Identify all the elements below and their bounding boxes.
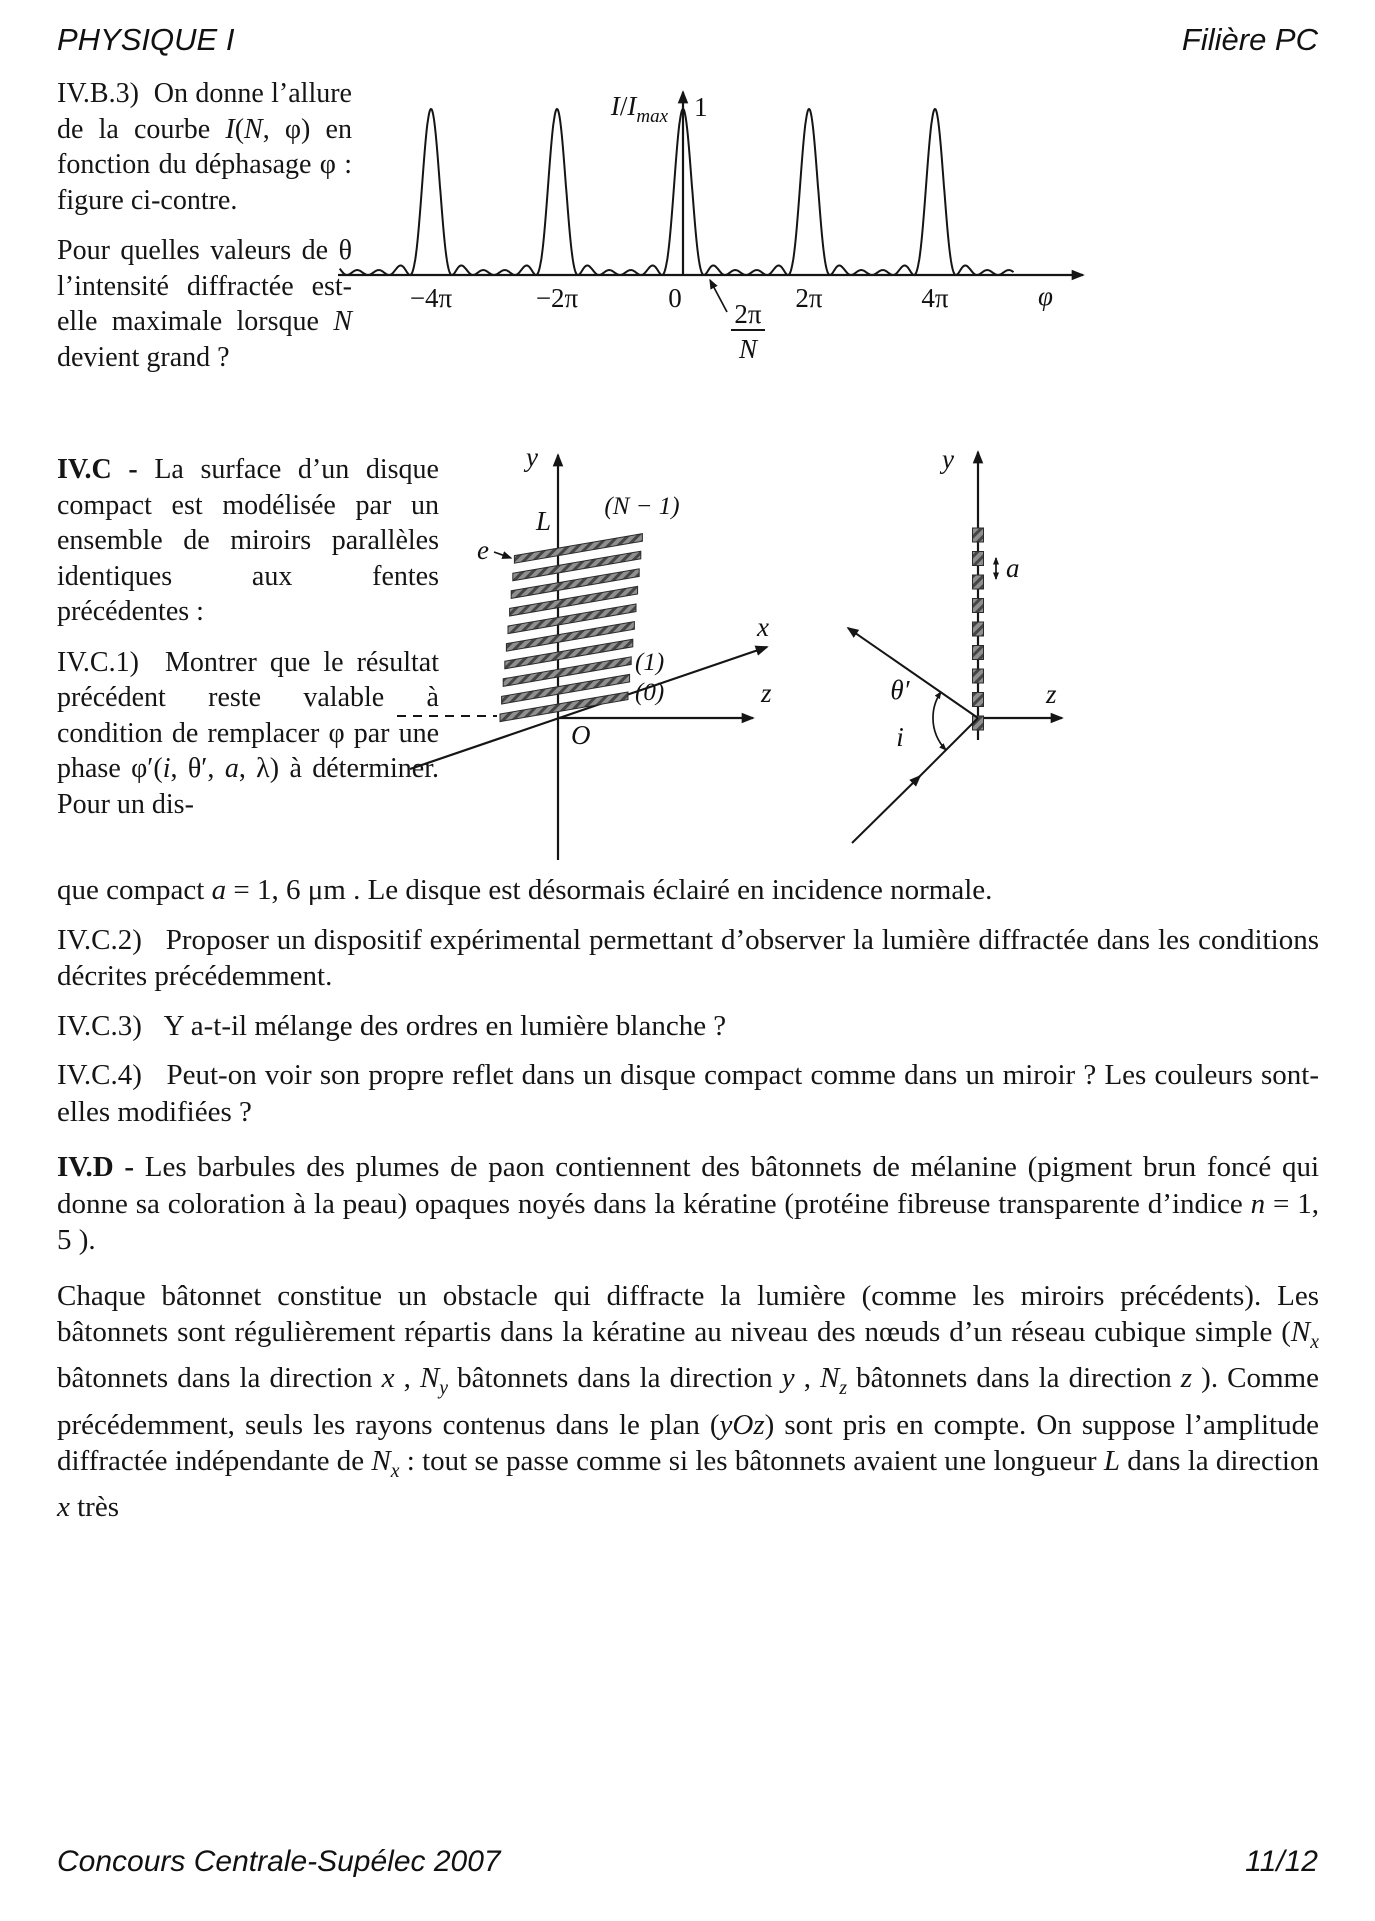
tick-minus-2pi: −2π	[535, 283, 579, 313]
z-axis-label: z	[1046, 679, 1057, 709]
intensity-curve-path	[340, 109, 1014, 275]
header-track-label: Filière PC	[1181, 22, 1318, 57]
lower-text-block	[57, 872, 1319, 1526]
mirror-segment	[973, 599, 984, 613]
paragraph-ivc4: IV.C.4) Peut-on voir son propre reflet dans un disque compact comme dans un miroir ? Les couleurs sont-elles modifiées ?	[57, 1059, 1319, 1128]
thickness-arrow	[494, 552, 511, 558]
spacing-label: a	[1006, 553, 1020, 583]
mirror-top-index-label: (N − 1)	[604, 493, 680, 520]
mirror-segment	[973, 575, 984, 589]
mirror-1-label: (1)	[635, 649, 665, 676]
mirror-stack-svg	[395, 440, 815, 880]
intensity-axis-label: $I/I_{max}$	[610, 91, 668, 127]
tick-2pi: 2π	[795, 283, 823, 313]
footer-exam-label: Concours Centrale-Supélec 2007	[57, 1845, 501, 1878]
tick-4pi: 4π	[921, 283, 949, 313]
mirror-segment	[973, 646, 984, 660]
figure-ray-diagram	[830, 440, 1110, 885]
mirror-0-label: (0)	[635, 679, 665, 706]
footer-page-number: 11/12	[1245, 1845, 1318, 1878]
halfwidth-arrow	[710, 280, 727, 312]
y-axis-label: y	[942, 444, 954, 474]
incident-ray-tail	[918, 718, 978, 778]
paragraph-ivc1: IV.C.1) Montrer que le résultat précédent reste valable à condition de remplacer φ par une phase φ′(i, θ′, a, λ) à déterminer. Pour un dis-	[57, 646, 439, 820]
halfwidth-numerator: 2π	[734, 299, 762, 329]
theta-prime-label: θ′	[890, 675, 910, 705]
ray-diagram-svg	[830, 440, 1110, 880]
incidence-angle-label: i	[896, 722, 904, 752]
z-axis-label: z	[761, 678, 772, 708]
halfwidth-denominator: N	[738, 334, 758, 364]
tick-zero: 0	[668, 283, 682, 313]
incident-ray	[852, 776, 920, 843]
mirror-segment	[973, 693, 984, 707]
paragraph-ivd-body: Chaque bâtonnet constitue un obstacle qui diffracte la lumière (comme les miroirs précédents). Les bâtonnets sont régulièrement répartis dans la kératine au niveau des nœuds d’un réseau cubique simple ($N_x$ bâtonnets dans la direction x , $N_y$ bâtonnets dans la direction y , $N_z$ bâtonnets dans la direction z ). Comme précédemment, seuls les rayons contenus dans le plan (yOz) sont pris en compte. On suppose l’amplitude diffractée indépendante de $N_x$ : tout se passe comme si les bâtonnets avaient une longueur L dans la direction x très	[57, 1279, 1319, 1524]
paragraph-ivc-intro: IV.C - La surface d’un disque compact est modélisée par un ensemble de miroirs parallèles identiques aux fentes précédentes :	[57, 454, 439, 627]
section-ivc-text	[57, 452, 439, 822]
mirror-stack-group	[500, 534, 642, 722]
paragraph-ivc2: IV.C.2) Proposer un dispositif expérimental permettant d’observer la lumière diffractée dans les conditions décrites précédemment.	[57, 923, 1319, 992]
angle-arc-i	[933, 718, 946, 750]
y-axis-label: y	[526, 442, 538, 472]
tick-minus-4pi: −4π	[409, 283, 453, 313]
origin-label: O	[571, 720, 591, 750]
diffracted-ray	[848, 628, 978, 718]
paragraph-ivc1-continuation: que compact a = 1, 6 μm . Le disque est désormais éclairé en incidence normale.	[57, 874, 993, 906]
x-axis-label: x	[757, 612, 769, 642]
paragraph-ivd-intro: IV.D - Les barbules des plumes de paon contiennent des bâtonnets de mélanine (pigment brun foncé qui donne sa coloration à la peau) opaques noyés dans la kératine (protéine fibreuse transparente d’indice n = 1, 5 ).	[57, 1151, 1319, 1256]
paragraph-ivb3-question: Pour quelles valeurs de θ l’intensité diffractée est-elle maximale lorsque N devient grand ?	[57, 235, 352, 373]
figure-intensity-curve	[338, 82, 1108, 387]
phi-axis-label: φ	[1038, 281, 1053, 311]
mirror-segment	[973, 552, 984, 566]
mirror-length-label: L	[536, 506, 552, 536]
mirror-segment	[973, 528, 984, 542]
mirror-column-group	[973, 528, 984, 730]
angle-arc-theta-prime	[933, 692, 941, 718]
paragraph-ivb3: IV.B.3) On donne l’allure de la courbe I(N, φ) en fonction du déphasage φ : figure ci-contre.	[57, 78, 352, 216]
intensity-curve-svg	[338, 82, 1108, 382]
figure-mirror-stack	[395, 440, 815, 885]
paragraph-ivc3: IV.C.3) Y a-t-il mélange des ordres en lumière blanche ?	[57, 1009, 727, 1042]
section-ivb3-text	[57, 76, 352, 375]
mirror-thickness-label: e	[477, 535, 489, 565]
peak-value-label: 1	[694, 92, 708, 122]
header-course-title: PHYSIQUE I	[57, 22, 235, 57]
mirror-segment	[973, 622, 984, 636]
mirror-segment	[973, 669, 984, 683]
